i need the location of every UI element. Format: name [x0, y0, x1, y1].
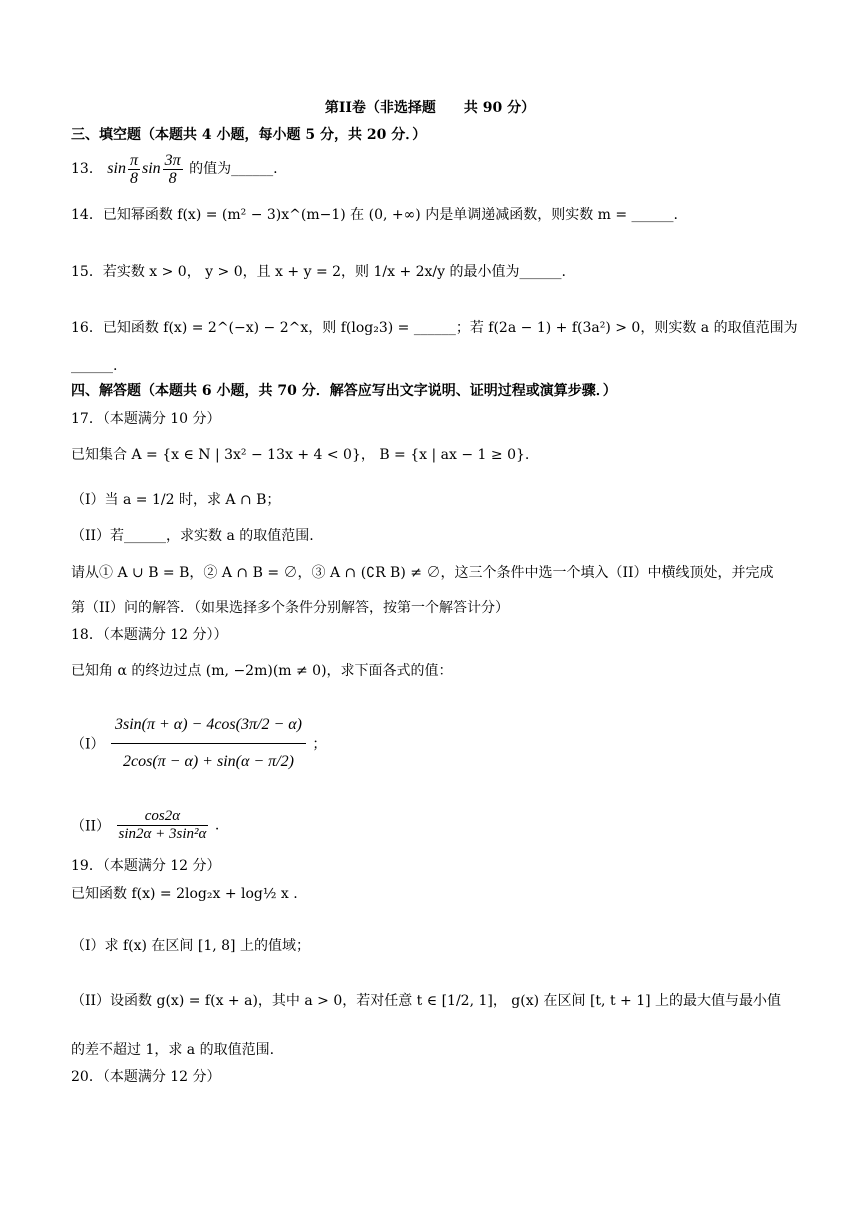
question-15-text: 若实数 x > 0， y > 0，且 x + y = 2，则 1/x + 2x/y 的最小值为______. [102, 264, 566, 280]
question-17-part-2: （II）若______，求实数 a 的取值范围. [71, 528, 314, 544]
question-13 [71, 152, 278, 192]
question-14 [71, 205, 678, 225]
question-18-part-1-label: （I） [71, 736, 105, 753]
question-13-number: 13． [71, 161, 103, 178]
question-18-part-2-end: . [214, 817, 220, 834]
question-18-stem: 已知角 α 的终边过点 (m, −2m)(m ≠ 0)，求下面各式的值： [71, 663, 453, 679]
question-18-part-1-fraction [111, 707, 306, 780]
question-16-number: 16． [71, 320, 103, 336]
question-18-part-2 [71, 808, 219, 843]
question-13-tail: 的值为______. [189, 161, 278, 178]
question-19-part-1: （I）求 f(x) 在区间 [1, 8] 上的值域； [71, 938, 310, 954]
section-3-title: 三、填空题（本题共 4 小题，每小题 5 分，共 20 分．） [71, 127, 427, 143]
question-19-part-2-cont: 的差不超过 1，求 a 的取值范围. [71, 1042, 275, 1058]
question-18-part-1-numerator: 3sin(π + α) − 4cos(3π/2 − α) [111, 707, 306, 744]
question-17-choose: 请从① A ∪ B = B，② A ∩ B = ∅，③ A ∩ (∁R B) ≠ ∅，这三个条件中选一个填入（II）中横线顶处，并完成 [71, 565, 774, 581]
question-13-expr: sin $\frac{\pi}{8}$ sin $\frac{3\pi}{8}$ [107, 152, 181, 187]
question-19-stem: 已知函数 f(x) = 2log₂x + log½ x . [71, 886, 298, 902]
question-15-number: 15． [71, 264, 103, 280]
question-14-text: 已知幂函数 f(x) = (m² − 3)x^(m−1) 在 (0, +∞) 内是单调递减函数，则实数 m = ______. [102, 207, 679, 223]
question-14-number: 14． [71, 207, 103, 223]
question-20-header: 20．（本题满分 12 分） [71, 1069, 221, 1085]
question-18-part-2-fraction [117, 808, 209, 843]
question-17-stem: 已知集合 A = {x ∈ N | 3x² − 13x + 4 < 0}， B = {x | ax − 1 ≥ 0}. [71, 447, 530, 463]
question-18-part-1-end: ； [312, 736, 327, 753]
question-17-choose-cont: 第（II）问的解答．（如果选择多个条件分别解答，按第一个解答计分） [71, 600, 510, 616]
question-18-part-1 [71, 707, 326, 780]
question-17-part-1: （I）当 a = 1/2 时，求 A ∩ B； [71, 492, 281, 508]
section-4-title: 四、解答题（本题共 6 小题，共 70 分．解答应写出文字说明、证明过程或演算步骤．） [71, 383, 617, 399]
question-17-header: 17．（本题满分 10 分） [71, 411, 221, 427]
question-18-part-1-denominator: 2cos(π − α) + sin(α − π/2) [122, 753, 294, 770]
question-19-part-2: （II）设函数 g(x) = f(x + a)，其中 a > 0，若对任意 t ∈ [1/2, 1]， g(x) 在区间 [t, t + 1] 上的最大值与最小值 [71, 993, 782, 1009]
question-18-part-2-denominator: sin2α + 3sin²α [118, 826, 207, 842]
question-18-header: 18．（本题满分 12 分）） [71, 627, 228, 643]
question-16-continuation: ______. [71, 358, 118, 374]
question-19-header: 19．（本题满分 12 分） [71, 858, 221, 874]
question-15 [71, 262, 566, 282]
page-title: 第II卷（非选择题 共 90 分） [324, 100, 536, 116]
question-18-part-2-numerator: cos2α [117, 808, 209, 826]
question-16-text: 已知函数 f(x) = 2^(−x) − 2^x，则 f(log₂3) = ______；若 f(2a − 1) + f(3a²) > 0，则实数 a 的取值范围为 [102, 320, 798, 336]
question-16 [71, 318, 798, 338]
question-18-part-2-label: （II） [71, 818, 111, 835]
